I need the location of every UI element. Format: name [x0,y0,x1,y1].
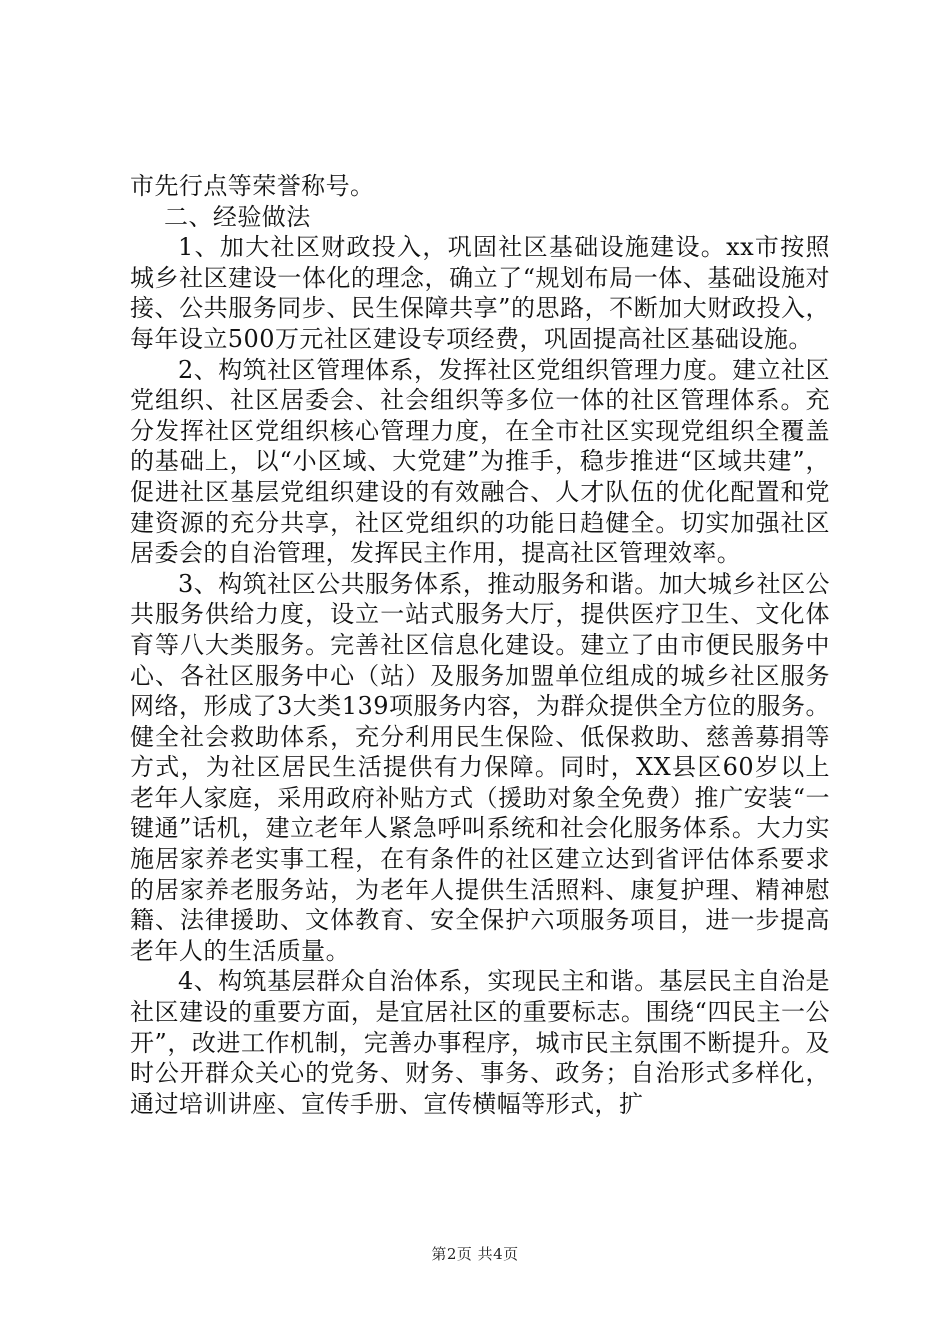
body-text [130,171,830,1119]
paragraph-item-1: 1、加大社区财政投入，巩固社区基础设施建设。xx市按照城乡社区建设一体化的理念，确立了“规划布局一体、基础设施对接、公共服务同步、民生保障共享”的思路，不断加大财政投入，每年设立500万元社区建设专项经费，巩固提高社区基础设施。 [130,233,830,353]
paragraph-item-2: 2、构筑社区管理体系，发挥社区党组织管理力度。建立社区党组织、社区居委会、社会组织等多位一体的社区管理体系。充分发挥社区党组织核心管理力度，在全市社区实现党组织全覆盖的基础上，以“小区域、大党建”为推手，稳步推进“区域共建”，促进社区基层党组织建设的有效融合、人才队伍的优化配置和党建资源的充分共享，社区党组织的功能日趋健全。切实加强社区居委会的自治管理，发挥民主作用，提高社区管理效率。 [130,355,830,568]
section-heading: 二、经验做法 [164,202,311,231]
paragraph-item-4: 4、构筑基层群众自治体系，实现民主和谐。基层民主自治是社区建设的重要方面，是宜居社区的重要标志。围绕“四民主一公开”，改进工作机制，完善办事程序，城市民主氛围不断提升。及时公开群众关心的党务、财务、事务、政务；自治形式多样化，通过培训讲座、宣传手册、宣传横幅等形式，扩 [130,967,830,1118]
page-number: 第2页 共4页 [431,1245,519,1263]
paragraph-continuation: 市先行点等荣誉称号。 [130,172,375,200]
paragraph-item-3: 3、构筑社区公共服务体系，推动服务和谐。加大城乡社区公共服务供给力度，设立一站式服务大厅，提供医疗卫生、文化体育等八大类服务。完善社区信息化建设。建立了由市便民服务中心、各社区服务中心（站）及服务加盟单位组成的城乡社区服务网络，形成了3大类139项服务内容，为群众提供全方位的服务。健全社会救助体系，充分利用民生保险、低保救助、慈善募捐等方式，为社区居民生活提供有力保障。同时，XX县区60岁以上老年人家庭，采用政府补贴方式（援助对象全免费）推广安装“一键通”话机，建立老年人紧急呼叫系统和社会化服务体系。大力实施居家养老实事工程，在有条件的社区建立达到省评估体系要求的居家养老服务站，为老年人提供生活照料、康复护理、精神慰籍、法律援助、文体教育、安全保护六项服务项目，进一步提高老年人的生活质量。 [130,569,830,965]
